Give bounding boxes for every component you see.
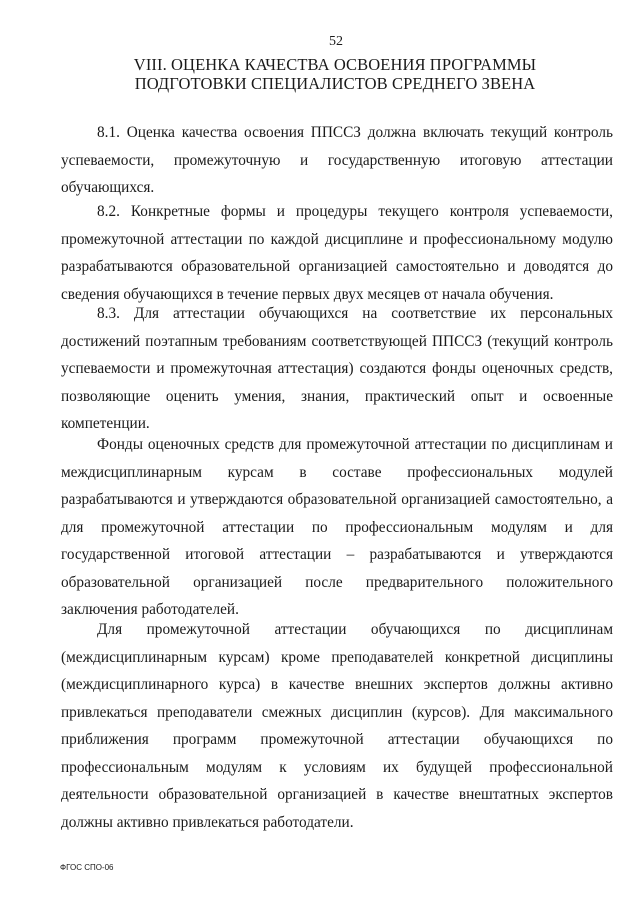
paragraph-text: 8.1. Оценка качества освоения ППССЗ должна включать текущий контроль успеваемости, промежуточную и государственную итоговую аттестации обучающихся. (61, 124, 613, 196)
page-number: 52 (329, 34, 343, 49)
paragraph-8-2 (61, 198, 613, 308)
paragraph-text: 8.3. Для аттестации обучающихся на соответствие их персональных достижений поэтапным требованиям соответствующей ППССЗ (текущий контроль успеваемости и промежуточная аттестация) создаются фонды оценочных средств, позволяющие оценить умения, знания, практический опыт и освоенные компетенции. (61, 305, 613, 432)
paragraph-external-experts (61, 616, 613, 836)
footer-document-code: ФГОС СПО-06 (60, 863, 114, 872)
section-title: VIII. ОЦЕНКА КАЧЕСТВА ОСВОЕНИЯ ПРОГРАММЫ ПОДГОТОВКИ СПЕЦИАЛИСТОВ СРЕДНЕГО ЗВЕНА (133, 55, 537, 93)
paragraph-text: Фонды оценочных средств для промежуточной аттестации по дисциплинам и междисциплинарным курсам в составе профессиональных модулей разрабатываются и утверждаются образовательной организацией самостоятельно, а для промежуточной аттестации по профессиональным модулям и для государственной итоговой аттестации – разрабатываются и утверждаются образовательной организацией после предварительного положительного заключения работодателей. (61, 436, 613, 618)
paragraph-assessment-funds (61, 431, 613, 624)
paragraph-8-3 (61, 300, 613, 438)
paragraph-text: 8.2. Конкретные формы и процедуры текущего контроля успеваемости, промежуточной аттестации по каждой дисциплине и профессиональному модулю разрабатываются образовательной организацией самостоятельно и доводятся до сведения обучающихся в течение первых двух месяцев от начала обучения. (61, 203, 613, 303)
paragraph-text: Для промежуточной аттестации обучающихся по дисциплинам (междисциплинарным курсам) кроме преподавателей конкретной дисциплины (междисциплинарного курса) в качестве внешних экспертов должны активно привлекаться преподаватели смежных дисциплин (курсов). Для максимального приближения программ промежуточной аттестации обучающихся по профессиональным модулям к условиям их будущей профессиональной деятельности образовательной организацией в качестве внештатных экспертов должны активно привлекаться работодатели. (61, 621, 613, 831)
paragraph-8-1 (61, 119, 613, 202)
